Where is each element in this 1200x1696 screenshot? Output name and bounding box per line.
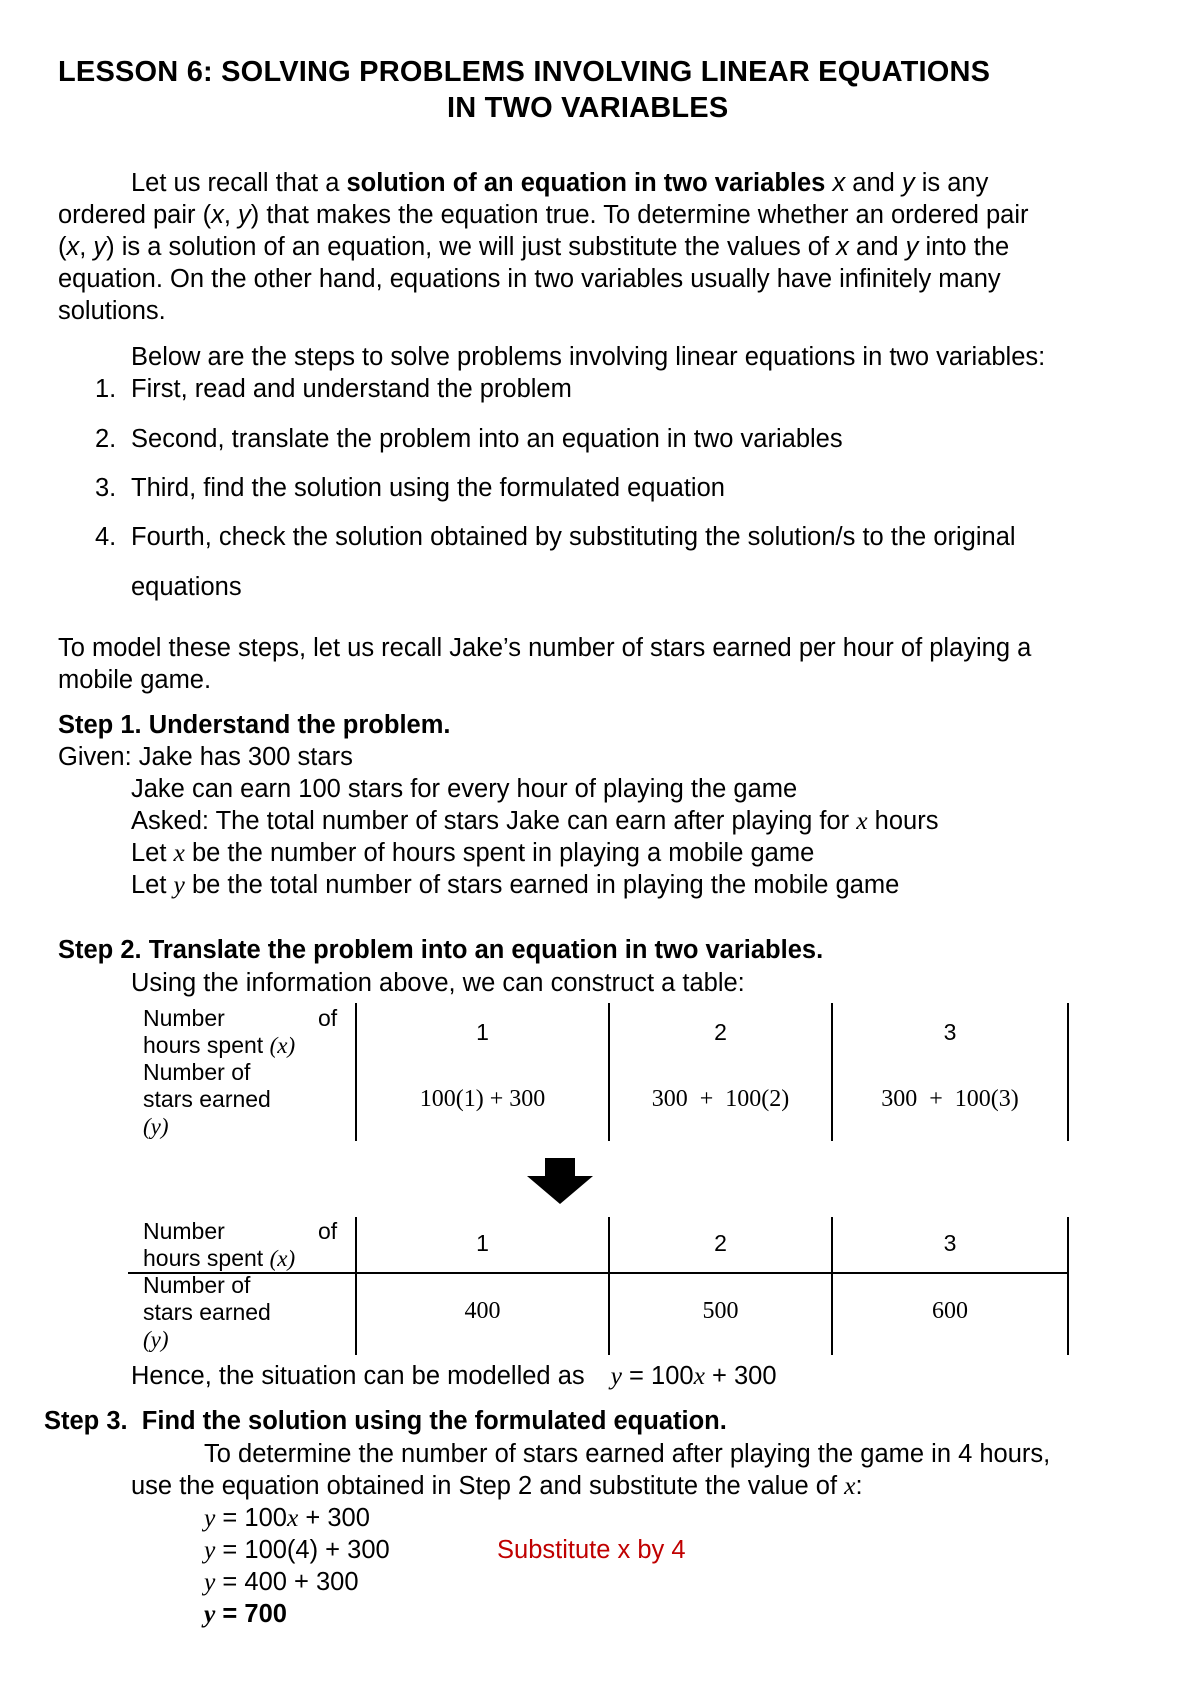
- table2-hours-3: 3: [943, 1230, 957, 1256]
- step3-note: Substitute x by 4: [497, 1536, 686, 1564]
- table1-row1-label-of: of: [318, 1005, 338, 1031]
- table1-row2-var: (y): [143, 1114, 169, 1139]
- down-arrow-icon: [527, 1158, 593, 1204]
- step3-eq-2: y = 100(4) + 300: [204, 1535, 390, 1564]
- step2-hence: Hence, the situation can be modelled as y = 100x + 300: [131, 1361, 777, 1390]
- step-num-3: 3.: [95, 474, 117, 502]
- step-text-4-cont: equations: [131, 573, 242, 601]
- step1-heading: Step 1. Understand the problem.: [58, 711, 451, 739]
- table1-expr-3: 300 + 100(3): [881, 1086, 1019, 1112]
- intro-line-4: equation. On the other hand, equations in two variables usually have infinitely many: [58, 265, 1001, 293]
- step-text-4: Fourth, check the solution obtained by substituting the solution/s to the original: [131, 523, 1016, 551]
- intro-line-2: ordered pair (x, y) that makes the equation true. To determine whether an ordered pair: [58, 201, 1029, 229]
- table1-expr-2: 300 + 100(2): [651, 1086, 790, 1112]
- step1-asked: Asked: The total number of stars Jake can earn after playing for x hours: [131, 806, 939, 835]
- step-num-4: 4.: [95, 523, 117, 551]
- step-text-3: Third, find the solution using the formulated equation: [131, 474, 725, 502]
- table2-row2-label-a: Number of: [143, 1272, 251, 1298]
- table1-row1-label-b: hours spent (x): [143, 1032, 296, 1058]
- step2-heading: Step 2. Translate the problem into an equation in two variables.: [58, 936, 824, 964]
- step1-earn: Jake can earn 100 stars for every hour of playing the game: [131, 775, 798, 803]
- intro-line-1: Let us recall that a solution of an equation in two variables x and y is any: [131, 169, 989, 197]
- table2-hours-1: 1: [476, 1230, 489, 1256]
- table1-row2-label-a: Number of: [143, 1059, 251, 1085]
- table1-divider-4: [1067, 1003, 1069, 1141]
- step-text-1: First, read and understand the problem: [131, 375, 572, 403]
- table1-row2-label-b: stars earned: [143, 1086, 271, 1112]
- table2-row1-label-of: of: [318, 1218, 338, 1244]
- step3-line-1: To determine the number of stars earned after playing the game in 4 hours,: [204, 1440, 1051, 1468]
- table1-hours-3: 3: [943, 1019, 957, 1045]
- step3-eq-3: y = 400 + 300: [204, 1567, 359, 1596]
- step3-heading: Step 3. Find the solution using the formulated equation.: [44, 1407, 727, 1435]
- table1-row1-label-a: Number: [143, 1005, 225, 1031]
- step-text-2: Second, translate the problem into an equation in two variables: [131, 425, 843, 453]
- table2-stars-1: 400: [464, 1298, 501, 1324]
- intro-line-5: solutions.: [58, 297, 166, 325]
- table2-row1-label-a: Number: [143, 1218, 225, 1244]
- step1-given: Given: Jake has 300 stars: [58, 743, 353, 771]
- steps-intro: Below are the steps to solve problems involving linear equations in two variables:: [131, 343, 1046, 371]
- model-line-2: mobile game.: [58, 666, 212, 694]
- step2-using: Using the information above, we can construct a table:: [131, 969, 745, 997]
- title-line-1: LESSON 6: SOLVING PROBLEMS INVOLVING LINEAR EQUATIONS: [58, 56, 991, 88]
- step3-eq-1: y = 100x + 300: [204, 1503, 370, 1532]
- step1-let-x: Let x be the number of hours spent in playing a mobile game: [131, 838, 815, 867]
- step3-line-2: use the equation obtained in Step 2 and substitute the value of x:: [131, 1471, 863, 1500]
- table2-row1-label-b: hours spent (x): [143, 1245, 296, 1271]
- step3-eq-4: y = 700: [204, 1599, 287, 1628]
- step1-let-y: Let y be the total number of stars earned in playing the mobile game: [131, 870, 900, 899]
- intro-line-3: (x, y) is a solution of an equation, we will just substitute the values of x and y into the: [58, 233, 1010, 261]
- table2-divider-4: [1067, 1217, 1069, 1355]
- step-num-1: 1.: [95, 375, 117, 403]
- table1-hours-1: 1: [476, 1019, 489, 1045]
- table2-row2-var: (y): [143, 1327, 169, 1352]
- table2-row2-label-b: stars earned: [143, 1299, 271, 1325]
- table1-hours-2: 2: [714, 1019, 727, 1045]
- title-line-2: IN TWO VARIABLES: [447, 92, 729, 124]
- model-line-1: To model these steps, let us recall Jake’s number of stars earned per hour of playing a: [58, 634, 1032, 662]
- table2-row-separator: [128, 1272, 1069, 1274]
- step-num-2: 2.: [95, 425, 117, 453]
- table1-expr-1: 100(1) + 300: [419, 1086, 546, 1112]
- table2-stars-2: 500: [702, 1298, 739, 1324]
- table2-stars-3: 600: [932, 1298, 968, 1324]
- table2-hours-2: 2: [714, 1230, 727, 1256]
